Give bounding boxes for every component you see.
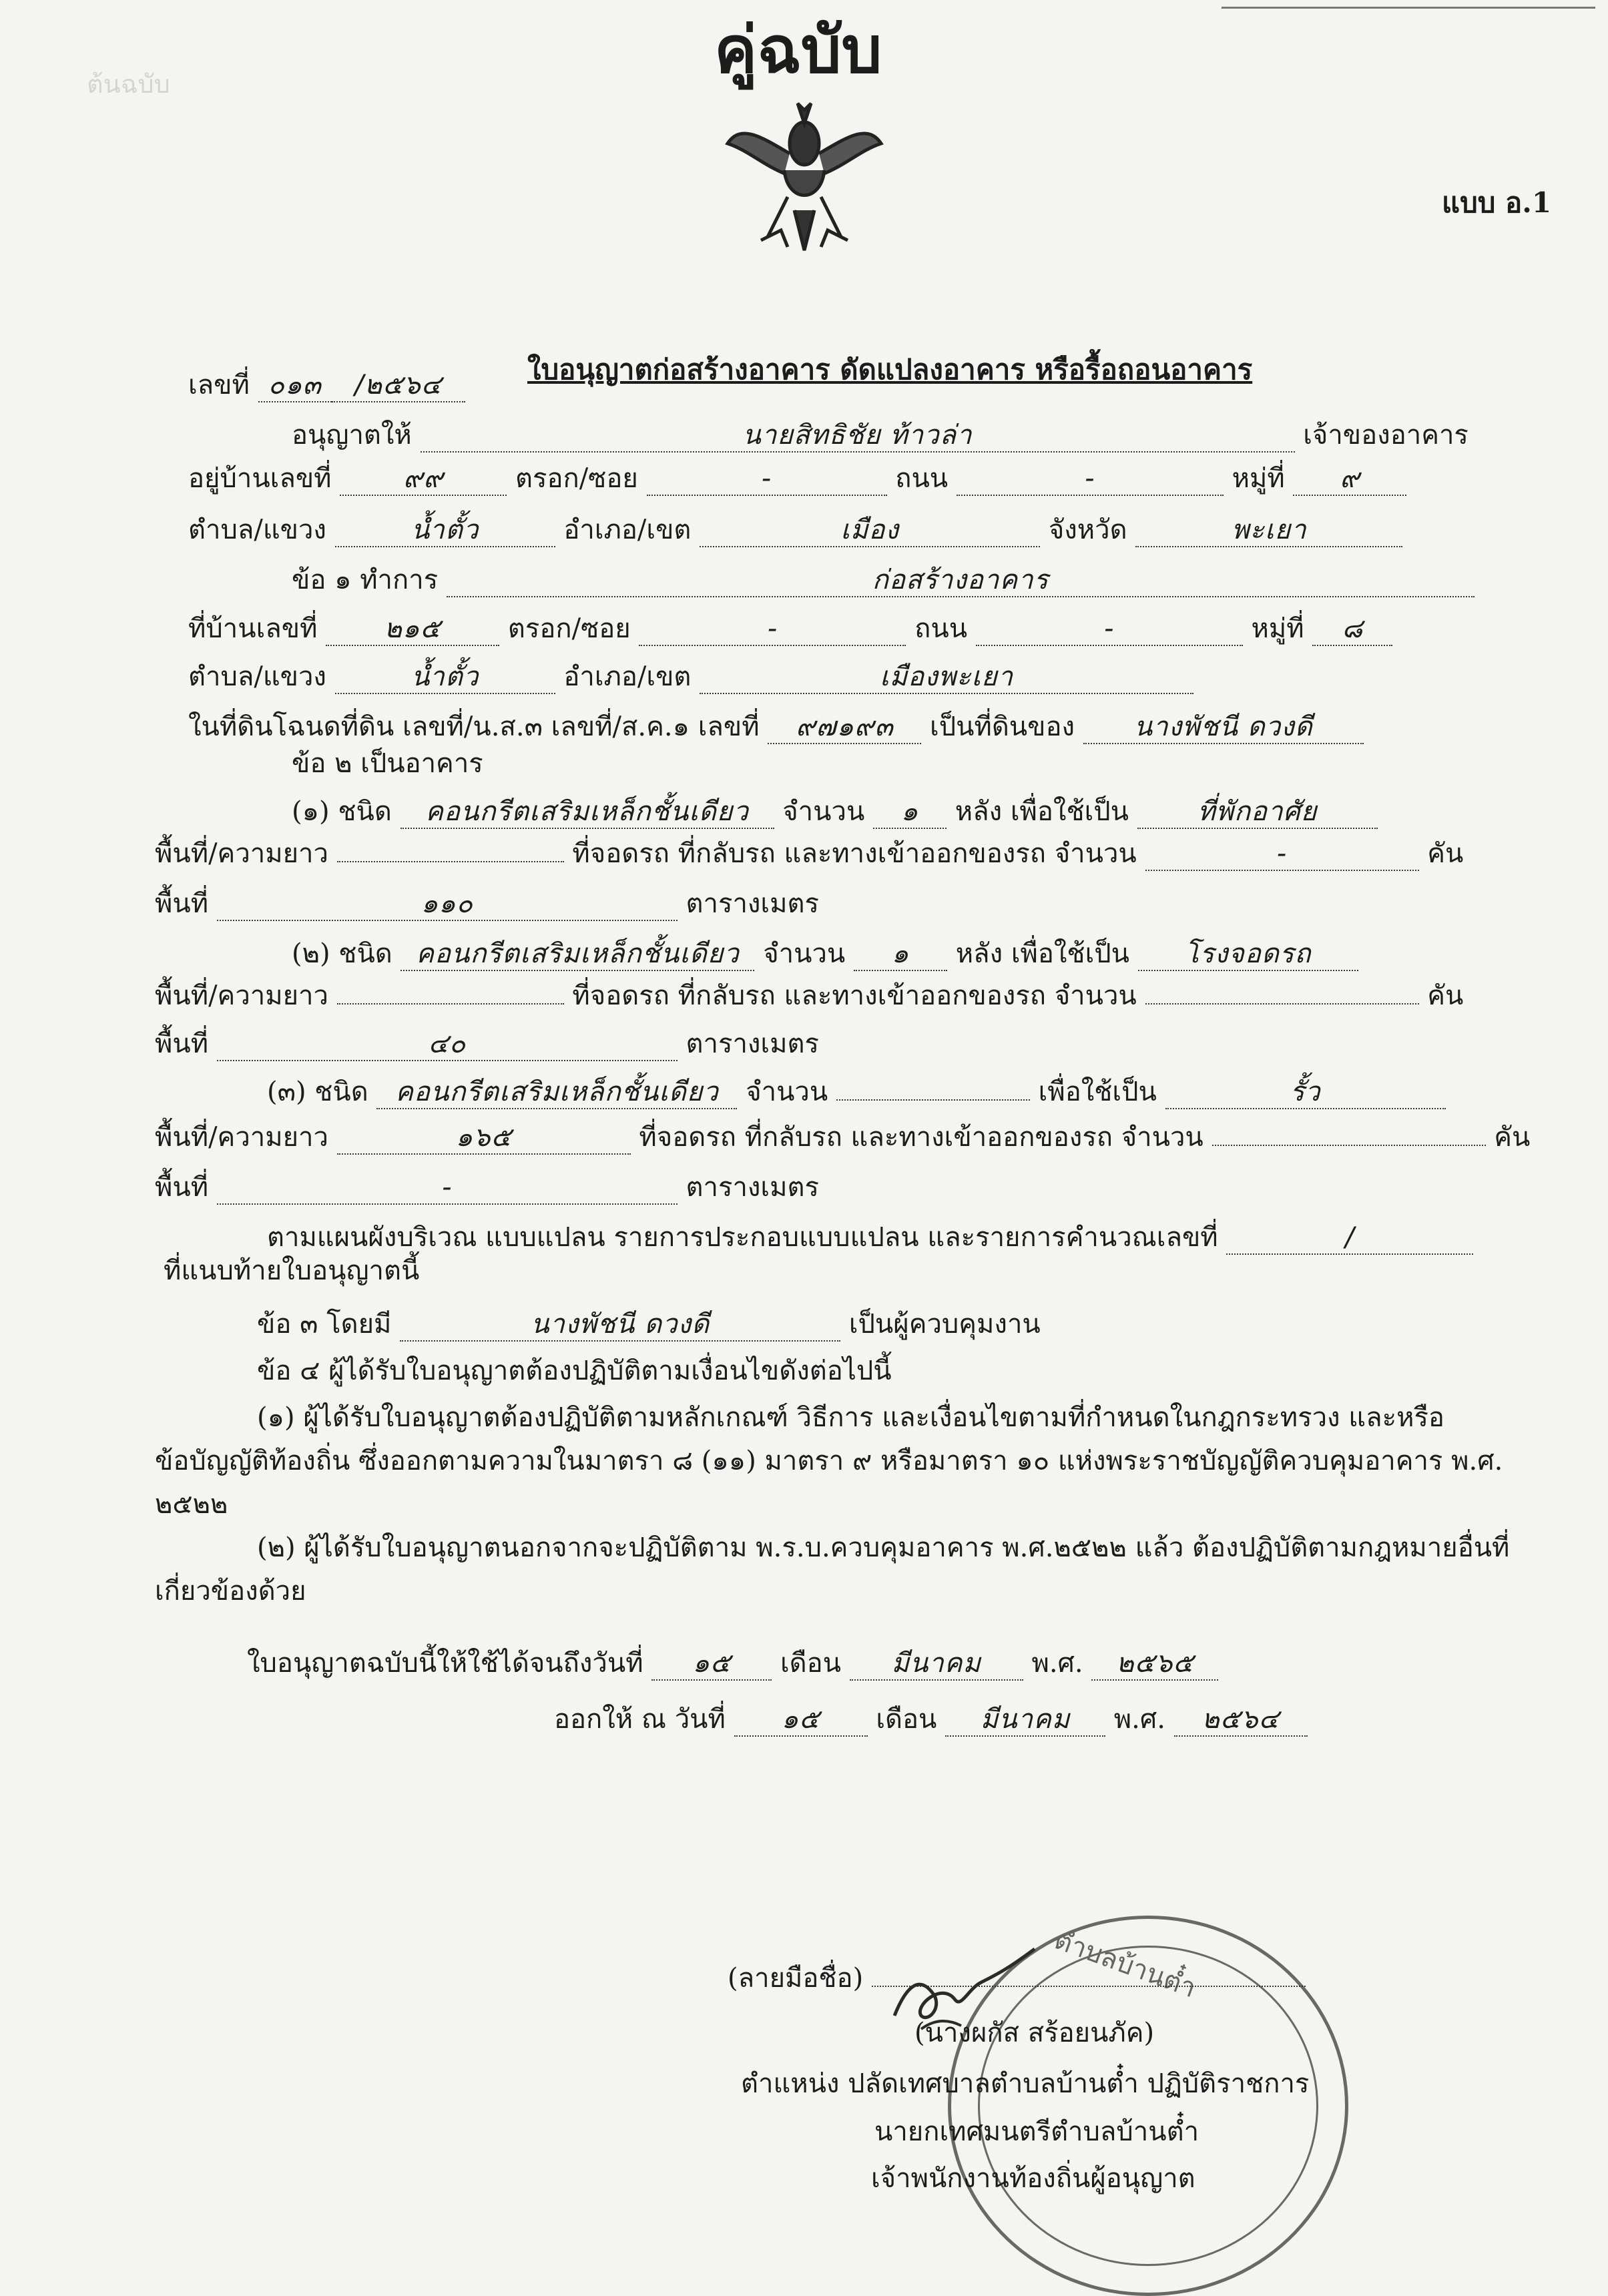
permit-number-label: เลขที่ bbox=[188, 370, 250, 400]
district-label: อำเภอ/เขต bbox=[563, 515, 692, 545]
bleed-through-mark: ต้นฉบับ bbox=[87, 69, 170, 99]
clause1-action: ก่อสร้างอาคาร bbox=[447, 564, 1475, 597]
subdistrict-label: ตำบล/แขวง bbox=[188, 515, 326, 545]
item2-car-unit: คัน bbox=[1427, 980, 1464, 1011]
garuda-emblem-icon bbox=[721, 97, 888, 257]
subdistrict: น้ำตั้ว bbox=[335, 514, 555, 547]
item1-count-label: จำนวน bbox=[782, 796, 865, 827]
site-no-label: ที่บ้านเลขที่ bbox=[188, 613, 318, 644]
site-moo-label: หมู่ที่ bbox=[1251, 613, 1304, 644]
land-owner-label: เป็นที่ดินของ bbox=[930, 711, 1075, 742]
site-subdistrict-label: ตำบล/แขวง bbox=[188, 661, 326, 692]
province: พะเยา bbox=[1135, 514, 1402, 547]
copy-label: คู่ฉบับ bbox=[714, 12, 882, 87]
item2-length-label: พื้นที่/ความยาว bbox=[155, 980, 328, 1011]
item2-index: (๒) bbox=[292, 938, 330, 969]
land-owner: นางพัชนี ดวงดี bbox=[1083, 711, 1364, 744]
item3-area: - bbox=[217, 1171, 678, 1205]
item3-sqm-label: ตารางเมตร bbox=[686, 1172, 819, 1203]
item1-index: (๑) bbox=[292, 796, 330, 827]
item2-area-label: พื้นที่ bbox=[155, 1029, 209, 1059]
validity-month: มีนาคม bbox=[850, 1647, 1023, 1681]
clause4-c2-line1: (๒) ผู้ได้รับใบอนุญาตนอกจากจะปฏิบัติตาม พ.ร.บ.ควบคุมอาคาร พ.ศ.๒๕๒๒ แล้ว ต้องปฏิบัติตามกฎหมายอื่นที่ bbox=[257, 1532, 1510, 1563]
item3-area-label: พื้นที่ bbox=[155, 1172, 209, 1203]
site-no: ๒๑๕ bbox=[326, 613, 499, 646]
item1-use-label: เพื่อใช้เป็น bbox=[1010, 796, 1129, 827]
site-district: เมืองพะเยา bbox=[700, 661, 1193, 694]
item1-parking-label: ที่จอดรถ ที่กลับรถ และทางเข้าออกของรถ จำนวน bbox=[572, 838, 1137, 869]
deed-label: ในที่ดินโฉนดที่ดิน เลขที่/น.ส.๓ เลขที่/ส.ค.๑ เลขที่ bbox=[188, 711, 760, 742]
alley: - bbox=[647, 463, 887, 496]
item3-count bbox=[836, 1099, 1030, 1101]
site-district-label: อำเภอ/เขต bbox=[563, 661, 692, 692]
signature-label: (ลายมือชื่อ) bbox=[728, 1963, 864, 1994]
item3-count-label: จำนวน bbox=[746, 1077, 828, 1107]
grantee-name: นายสิทธิชัย ท้าวล่า bbox=[421, 419, 1295, 453]
moo-label: หมู่ที่ bbox=[1232, 463, 1285, 494]
item2-use-label: เพื่อใช้เป็น bbox=[1011, 938, 1129, 969]
moo: ๙ bbox=[1293, 463, 1406, 496]
item2-area: ๔๐ bbox=[217, 1028, 678, 1061]
site-subdistrict: น้ำตั้ว bbox=[335, 661, 555, 694]
alley-label: ตรอก/ซอย bbox=[515, 463, 638, 494]
site-alley-label: ตรอก/ซอย bbox=[507, 613, 631, 644]
supervisor-name: นางพัชนี ดวงดี bbox=[400, 1308, 840, 1342]
signer-position-1: ตำแหน่ง ปลัดเทศบาลตำบลบ้านต๋ำ ปฏิบัติราชการ bbox=[741, 2068, 1310, 2099]
item1-area: ๑๑๐ bbox=[217, 888, 678, 921]
issued-year-label: พ.ศ. bbox=[1113, 1704, 1165, 1735]
issued-month: มีนาคม bbox=[945, 1703, 1105, 1737]
clause4-label: ข้อ ๔ ผู้ได้รับใบอนุญาตต้องปฏิบัติตามเงื่อนไขดังต่อไปนี้ bbox=[257, 1356, 892, 1386]
issued-year: ๒๕๖๔ bbox=[1174, 1703, 1308, 1737]
item3-type: คอนกรีตเสริมเหล็กชั้นเดียว bbox=[376, 1076, 737, 1109]
item1-length bbox=[337, 861, 564, 862]
clause4-c2-line2: เกี่ยวข้องด้วย bbox=[155, 1576, 306, 1607]
item3-use: รั้ว bbox=[1165, 1076, 1446, 1109]
plan-text-2: ที่แนบท้ายใบอนุญาตนี้ bbox=[164, 1255, 420, 1286]
clause4-c1-line1: (๑) ผู้ได้รับใบอนุญาตต้องปฏิบัติตามหลักเกณฑ์ วิธีการ และเงื่อนไขตามที่กำหนดในกฎกระทรวง และหรือ bbox=[257, 1402, 1444, 1433]
item2-parking-label: ที่จอดรถ ที่กลับรถ และทางเข้าออกของรถ จำนวน bbox=[572, 980, 1137, 1011]
site-moo: ๘ bbox=[1312, 613, 1392, 646]
form-code: แบบ อ.1 bbox=[1442, 186, 1552, 219]
permit-number: ๐๑๓ bbox=[258, 369, 332, 402]
item3-parking bbox=[1212, 1145, 1486, 1146]
house-no-label: อยู่บ้านเลขที่ bbox=[188, 463, 332, 494]
item3-parking-label: ที่จอดรถ ที่กลับรถ และทางเข้าออกของรถ จำนวน bbox=[639, 1122, 1203, 1153]
signer-position-2: นายกเทศมนตรีตำบลบ้านต๋ำ bbox=[874, 2116, 1199, 2147]
item1-unit-label: หลัง bbox=[955, 796, 1003, 827]
province-label: จังหวัด bbox=[1048, 515, 1127, 545]
item3-use-label: เพื่อใช้เป็น bbox=[1038, 1077, 1157, 1107]
item1-sqm-label: ตารางเมตร bbox=[686, 888, 819, 919]
site-alley: - bbox=[639, 613, 906, 646]
validity-day: ๑๕ bbox=[651, 1647, 772, 1681]
validity-month-label: เดือน bbox=[780, 1648, 842, 1679]
signer-position-3: เจ้าพนักงานท้องถิ่นผู้อนุญาต bbox=[871, 2163, 1195, 2194]
item1-use: ที่พักอาศัย bbox=[1137, 796, 1378, 829]
plan-number: / bbox=[1226, 1221, 1473, 1255]
item2-count-label: จำนวน bbox=[763, 938, 846, 969]
deed-no: ๙๗๑๙๓ bbox=[768, 711, 921, 744]
item3-type-label: ชนิด bbox=[314, 1077, 368, 1107]
item2-type: คอนกรีตเสริมเหล็กชั้นเดียว bbox=[400, 938, 754, 971]
house-no: ๙๙ bbox=[340, 463, 507, 496]
road-label: ถนน bbox=[895, 463, 949, 494]
item1-count: ๑ bbox=[873, 796, 947, 829]
site-road: - bbox=[976, 613, 1243, 646]
item3-car-unit: คัน bbox=[1494, 1122, 1531, 1153]
clause4-c1-line2: ข้อบัญญัติท้องถิ่น ซึ่งออกตามความในมาตรา ๘ (๑๑) มาตรา ๙ หรือมาตรา ๑๐ แห่งพระราชบัญญัติควบคุมอาคาร พ.ศ. bbox=[155, 1446, 1503, 1476]
supervisor-role: เป็นผู้ควบคุมงาน bbox=[848, 1309, 1041, 1340]
item3-index: (๓) bbox=[267, 1077, 306, 1107]
item1-length-label: พื้นที่/ความยาว bbox=[155, 838, 328, 869]
signer-name: (นางผกัส สร้อยนภัค) bbox=[914, 2018, 1155, 2048]
item1-parking: - bbox=[1145, 838, 1419, 871]
clause2-label: ข้อ ๒ เป็นอาคาร bbox=[292, 748, 483, 779]
clause4-c1-line3: ๒๕๒๒ bbox=[155, 1489, 228, 1520]
clause3-label: ข้อ ๓ โดยมี bbox=[257, 1309, 392, 1340]
road: - bbox=[957, 463, 1224, 496]
item1-type-label: ชนิด bbox=[338, 796, 392, 827]
owner-label: เจ้าของอาคาร bbox=[1303, 420, 1468, 451]
signature-line bbox=[872, 1986, 1306, 1987]
item1-type: คอนกรีตเสริมเหล็กชั้นเดียว bbox=[400, 796, 774, 829]
item3-length: ๑๖๕ bbox=[337, 1121, 631, 1155]
issued-day: ๑๕ bbox=[734, 1703, 868, 1737]
item1-car-unit: คัน bbox=[1427, 838, 1464, 869]
grant-label: อนุญาตให้ bbox=[292, 420, 412, 451]
validity-year: ๒๕๖๕ bbox=[1091, 1647, 1218, 1681]
issued-month-label: เดือน bbox=[876, 1704, 937, 1735]
item2-parking bbox=[1145, 1003, 1419, 1005]
item2-sqm-label: ตารางเมตร bbox=[686, 1029, 819, 1059]
site-road-label: ถนน bbox=[914, 613, 968, 644]
item2-length bbox=[337, 1003, 564, 1005]
seal-text: ตำบลบ้านต๋ำ bbox=[1050, 1924, 1200, 2004]
plan-text: ตามแผนผังบริเวณ แบบแปลน รายการประกอบแบบแปลน และรายการคำนวณเลขที่ bbox=[267, 1222, 1218, 1253]
item2-unit-label: หลัง bbox=[955, 938, 1003, 969]
item2-type-label: ชนิด bbox=[338, 938, 392, 969]
document-title: ใบอนุญาตก่อสร้างอาคาร ดัดแปลงอาคาร หรือรื้อถอนอาคาร bbox=[527, 353, 1253, 386]
item2-use: โรงจอดรถ bbox=[1138, 938, 1358, 971]
clause1-label: ข้อ ๑ ทำการ bbox=[292, 565, 439, 595]
item2-count: ๑ bbox=[854, 938, 947, 971]
item1-area-label: พื้นที่ bbox=[155, 888, 209, 919]
issued-label: ออกให้ ณ วันที่ bbox=[554, 1704, 726, 1735]
district: เมือง bbox=[700, 514, 1040, 547]
validity-label: ใบอนุญาตฉบับนี้ให้ใช้ได้จนถึงวันที่ bbox=[247, 1648, 643, 1679]
item3-length-label: พื้นที่/ความยาว bbox=[155, 1122, 328, 1153]
validity-year-label: พ.ศ. bbox=[1031, 1648, 1083, 1679]
permit-year: /๒๕๖๔ bbox=[332, 369, 465, 402]
scan-edge-line bbox=[1222, 7, 1595, 9]
